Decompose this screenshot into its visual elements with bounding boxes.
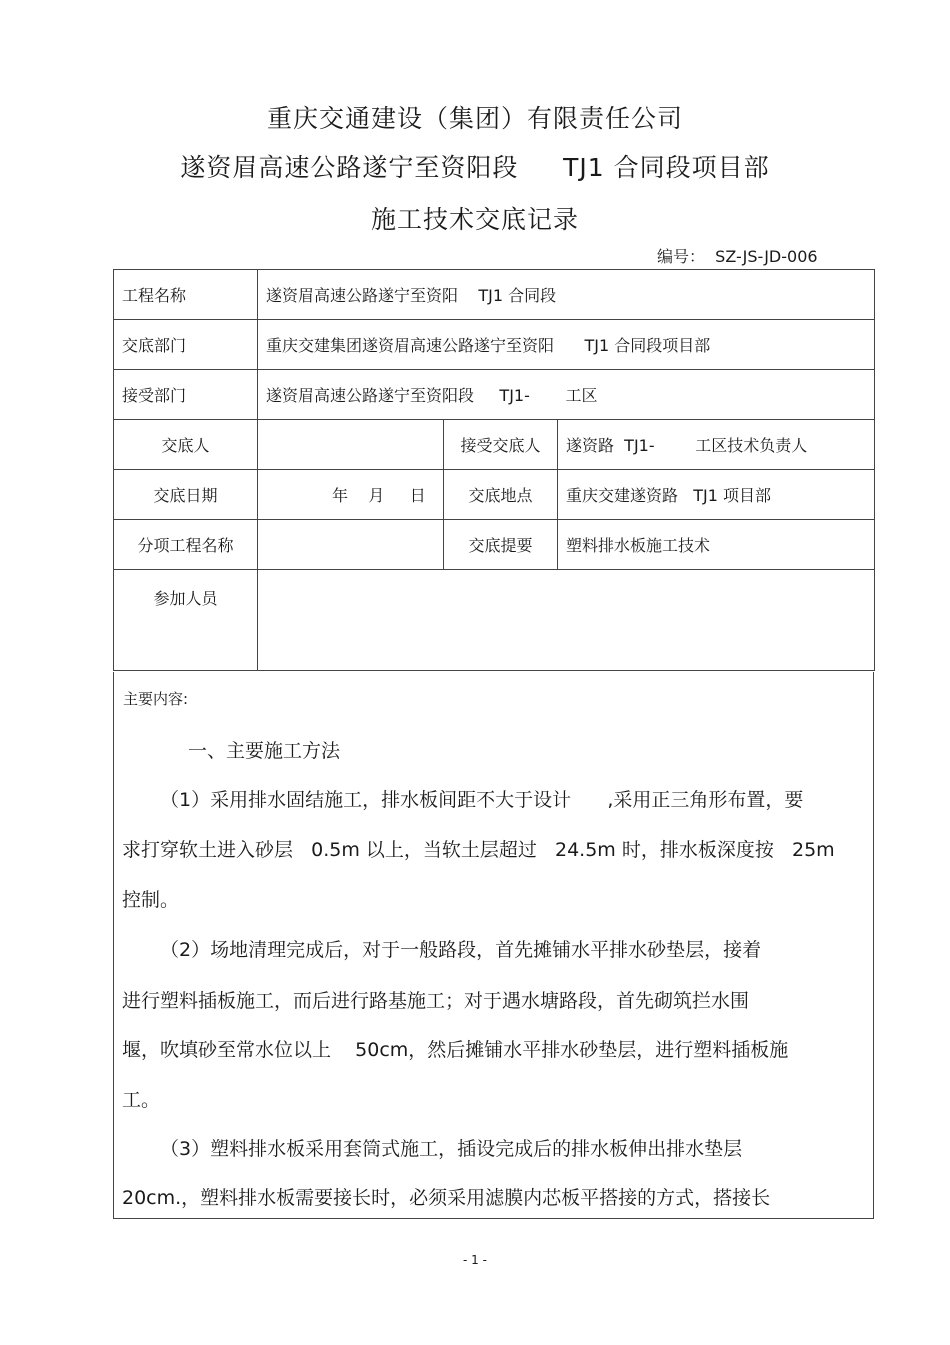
paragraph-line: （2）场地清理完成后，对于一般路段，首先摊铺水平排水砂垫层，接着 <box>160 939 762 961</box>
attendees-value <box>258 570 875 671</box>
paragraph-line: 堰，吹填砂至常水位以上 50cm，然后摊铺水平排水砂垫层，进行塑料插板施 <box>122 1039 789 1061</box>
main-content-label: 主要内容: <box>123 690 189 708</box>
location-label: 交底地点 <box>444 470 558 520</box>
row-date <box>114 470 875 520</box>
summary-label: 交底提要 <box>444 520 558 570</box>
row-dept <box>114 320 875 370</box>
document-title: 施工技术交底记录 <box>370 205 579 234</box>
row-presenter <box>114 420 875 470</box>
date-value: 年 月 日 <box>258 470 444 520</box>
row-subproject <box>114 520 875 570</box>
paragraph-line: 求打穿软土进入砂层 0.5m 以上，当软土层超过 24.5m 时，排水板深度按 25m <box>122 839 835 861</box>
project-title: 遂资眉高速公路遂宁至资阳段 TJ1 合同段项目部 <box>180 153 770 182</box>
presenter-value <box>258 420 444 470</box>
paragraph-line: （1）采用排水固结施工，排水板间距不大于设计 ,采用正三角形布置，要 <box>160 789 804 811</box>
paragraph-line: 进行塑料插板施工，而后进行路基施工；对于遇水塘路段，首先砌筑拦水围 <box>122 990 750 1012</box>
company-title: 重庆交通建设（集团）有限责任公司 <box>266 104 683 133</box>
row-project-name <box>114 270 875 320</box>
paragraph-line: 20cm.，塑料排水板需要接长时，必须采用滤膜内芯板平搭接的方式，搭接长 <box>122 1187 771 1209</box>
document-number: 编号： SZ-JS-JD-006 <box>657 247 818 266</box>
receiver-label: 接受交底人 <box>444 420 558 470</box>
recv-dept-label: 接受部门 <box>114 370 258 420</box>
section-heading: 一、主要施工方法 <box>188 740 341 762</box>
dept-value: 重庆交建集团遂资眉高速公路遂宁至资阳 TJ1 合同段项目部 <box>258 320 875 370</box>
receiver-value: 遂资路 TJ1- 工区技术负责人 <box>558 420 875 470</box>
attendees-label: 参加人员 <box>114 570 258 671</box>
subproject-label: 分项工程名称 <box>114 520 258 570</box>
presenter-label: 交底人 <box>114 420 258 470</box>
handover-form-table <box>113 269 875 671</box>
dept-label: 交底部门 <box>114 320 258 370</box>
paragraph-line: 工。 <box>122 1089 161 1111</box>
project-name-label: 工程名称 <box>114 270 258 320</box>
summary-value: 塑料排水板施工技术 <box>558 520 875 570</box>
subproject-value <box>258 520 444 570</box>
row-receiving-dept <box>114 370 875 420</box>
main-content-box <box>113 672 874 1219</box>
location-value: 重庆交建遂资路 TJ1 项目部 <box>558 470 875 520</box>
recv-dept-value: 遂资眉高速公路遂宁至资阳段 TJ1- 工区 <box>258 370 875 420</box>
page-number: - 1 - <box>463 1253 487 1267</box>
project-name-value: 遂资眉高速公路遂宁至资阳 TJ1 合同段 <box>258 270 875 320</box>
date-label: 交底日期 <box>114 470 258 520</box>
paragraph-line: （3）塑料排水板采用套筒式施工，插设完成后的排水板伸出排水垫层 <box>160 1138 743 1160</box>
row-attendees <box>114 570 875 671</box>
paragraph-line: 控制。 <box>122 889 180 911</box>
